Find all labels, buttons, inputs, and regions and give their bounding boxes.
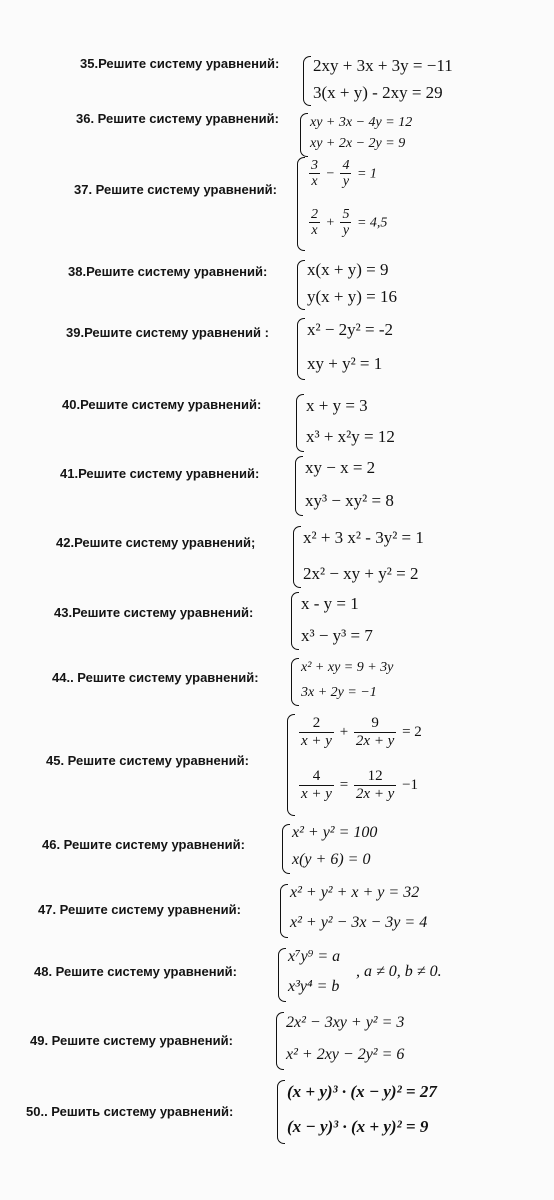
equation-2: x³ + x²y = 12 [306, 427, 395, 446]
equation-system [287, 714, 437, 816]
rhs: = 1 [356, 166, 377, 182]
system-brace [282, 824, 290, 874]
equation-system [276, 1012, 446, 1070]
equation-2: x² + y² − 3x − 3y = 4 [290, 914, 428, 931]
numerator: 4 [312, 768, 321, 784]
numerator: 12 [367, 768, 383, 784]
equation-1: 2xy + 3x + 3y = −11 [313, 56, 453, 75]
numerator: 2 [311, 207, 318, 222]
equation-1: x² + 3 x² - 3y² = 1 [303, 528, 424, 547]
equation-1: xy − x = 2 [305, 458, 376, 477]
equation-system [297, 260, 417, 310]
problem-label: 35.Решите систему уравнений: [80, 56, 280, 71]
equation-system [291, 592, 401, 650]
equation-2: x(y + 6) = 0 [292, 851, 371, 868]
fraction [299, 768, 334, 803]
fraction [309, 207, 320, 239]
fraction [354, 715, 396, 750]
fraction [299, 715, 334, 750]
operator: − [325, 166, 335, 182]
equation-2: x³ − y³ = 7 [301, 626, 373, 645]
operator: + [325, 215, 335, 231]
numerator: 9 [371, 715, 379, 731]
equation-2: xy + 2x − 2y = 9 [310, 136, 406, 151]
system-brace [303, 56, 311, 106]
system-brace [291, 592, 299, 650]
equation-system [303, 56, 473, 106]
equation-system [296, 394, 416, 452]
system-brace [295, 456, 303, 516]
equation-2: 3x + 2y = −1 [301, 685, 377, 700]
equation-1: x - y = 1 [301, 594, 359, 613]
equation-system [295, 456, 415, 516]
fraction [309, 158, 320, 190]
equation-1 [297, 715, 422, 750]
problem-label: 42.Решите систему уравнений; [56, 535, 256, 550]
denominator: y [340, 222, 351, 239]
system-brace [287, 714, 295, 816]
equation-1: x² − 2y² = -2 [307, 320, 394, 339]
numerator: 2 [312, 715, 321, 731]
equation-2: x³y⁴ = b [288, 978, 340, 995]
rhs: −1 [402, 776, 419, 793]
rhs: = 2 [402, 723, 422, 740]
system-brace [297, 260, 305, 310]
system-brace [297, 157, 305, 251]
equation-2: y(x + y) = 16 [307, 287, 397, 306]
fraction [340, 207, 351, 239]
problem-label: 50.. Решить систему уравнений: [26, 1104, 234, 1119]
problem-label: 38.Решите систему уравнений: [68, 264, 268, 279]
system-brace [280, 884, 288, 938]
system-brace [277, 1080, 285, 1144]
equation-1 [307, 158, 377, 190]
problem-label: 39.Решите систему уравнений : [66, 325, 269, 340]
denominator: 2x + y [355, 785, 395, 802]
problem-label: 45. Решите систему уравнений: [46, 753, 249, 768]
denominator: x [309, 222, 320, 239]
problem-label: 37. Решите систему уравнений: [74, 182, 277, 197]
equation-2 [307, 207, 387, 239]
equation-system [280, 884, 455, 938]
equation-2: xy³ − xy² = 8 [305, 491, 394, 510]
problem-label: 43.Решите систему уравнений: [54, 605, 254, 620]
denominator: y [340, 173, 351, 190]
equation-1: xy + 3x − 4y = 12 [310, 115, 413, 130]
denominator: x + y [301, 785, 332, 802]
denominator: x [309, 173, 320, 190]
system-brace [278, 948, 286, 1002]
system-brace [276, 1012, 284, 1070]
problem-label: 49. Решите систему уравнений: [30, 1033, 233, 1048]
equation-2: 2x² − xy + y² = 2 [303, 564, 419, 583]
operator: + [339, 723, 349, 740]
equation-system [277, 1080, 477, 1144]
problem-label: 47. Решите систему уравнений: [38, 902, 241, 917]
equation-system [297, 157, 407, 251]
equation-system [291, 658, 431, 706]
problem-label: 36. Решите систему уравнений: [76, 111, 279, 126]
denominator: 2x + y [355, 732, 395, 749]
system-brace [291, 658, 299, 706]
problem-label: 46. Решите систему уравнений: [42, 837, 245, 852]
equation-system [278, 948, 358, 1002]
numerator: 3 [311, 158, 318, 173]
equation-1: x(x + y) = 9 [307, 260, 389, 279]
equation-1: (x + y)³ · (x − y)² = 27 [287, 1082, 437, 1101]
equation-1: x⁷y⁹ = a [288, 948, 341, 965]
numerator: 5 [342, 207, 350, 222]
equation-1: x² + xy = 9 + 3y [301, 660, 394, 675]
equation-1: 2x² − 3xy + y² = 3 [286, 1014, 405, 1031]
equation-2: (x − y)³ · (x + y)² = 9 [287, 1117, 429, 1136]
rhs: = 4,5 [356, 215, 388, 231]
equation-1: x² + y² + x + y = 32 [290, 884, 420, 901]
problem-label: 40.Решите систему уравнений: [62, 397, 262, 412]
equation-2: 3(x + y) - 2xy = 29 [313, 83, 443, 102]
equation-2: xy + y² = 1 [307, 354, 383, 373]
system-brace [296, 394, 304, 452]
fraction [354, 768, 396, 803]
equation-1: x² + y² = 100 [292, 824, 378, 841]
problem-label: 44.. Решите систему уравнений: [52, 670, 259, 685]
equation-system [300, 113, 450, 157]
denominator: x + y [301, 732, 332, 749]
equation-1: x + y = 3 [306, 396, 368, 415]
system-brace [293, 526, 301, 588]
problem-label: 48. Решите систему уравнений: [34, 964, 237, 979]
operator: = [339, 776, 349, 793]
numerator: 4 [342, 158, 350, 173]
equation-system [282, 824, 412, 874]
parameter-condition: , a ≠ 0, b ≠ 0. [356, 963, 442, 980]
system-brace [297, 318, 305, 380]
equation-system [293, 526, 453, 588]
equation-system [297, 318, 417, 380]
equation-2 [297, 768, 418, 803]
equation-2: x² + 2xy − 2y² = 6 [286, 1046, 405, 1063]
system-brace [300, 113, 308, 157]
fraction [340, 158, 351, 190]
problem-label: 41.Решите систему уравнений: [60, 466, 260, 481]
